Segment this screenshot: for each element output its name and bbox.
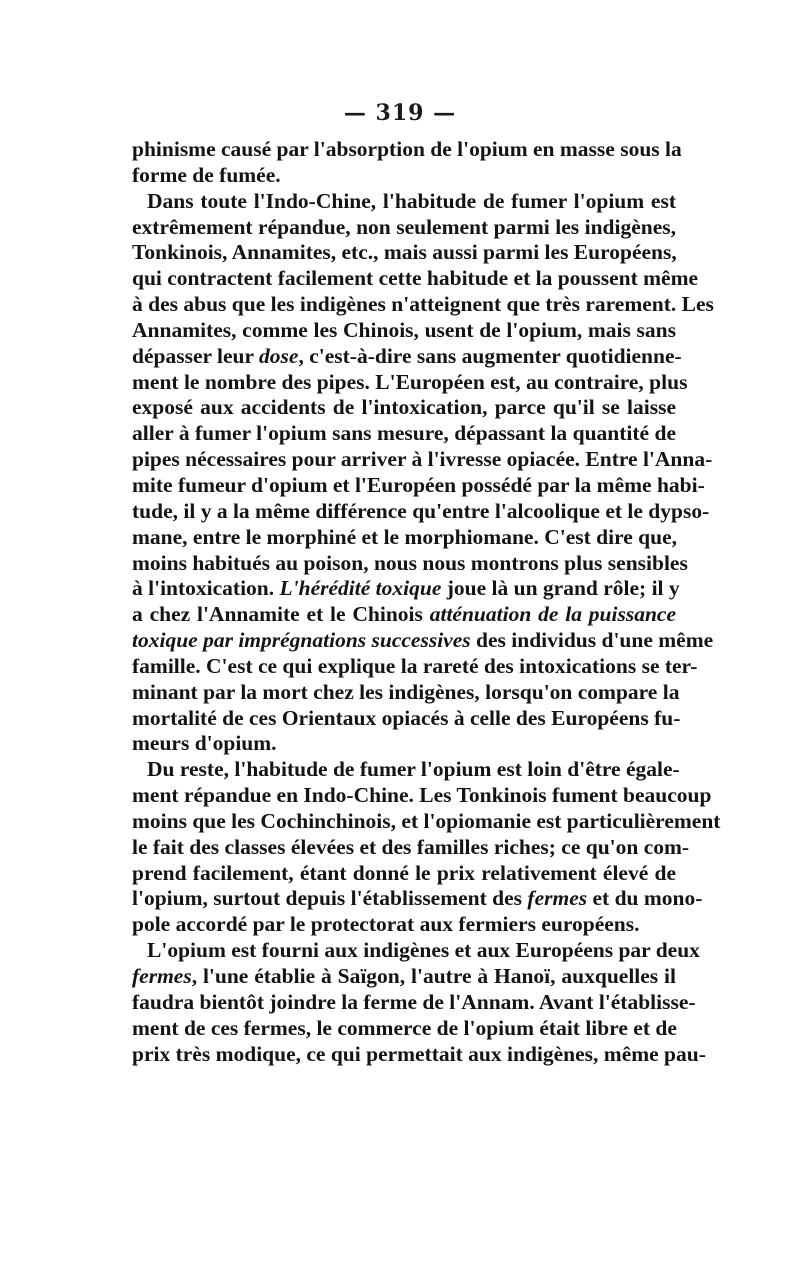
- text-line: [132, 653, 698, 680]
- text-line: [132, 757, 680, 783]
- text-segment: famille. C'est ce qui explique la rareté des intoxications se ter-: [132, 653, 698, 678]
- text-line: [132, 964, 676, 990]
- text-line: [132, 137, 682, 163]
- text-segment: qui contractent facilement cette habitude et la poussent même: [132, 266, 699, 291]
- italic-text: fermes: [132, 964, 192, 988]
- text-line: [132, 938, 700, 964]
- text-line: [132, 628, 714, 654]
- text-segment: Dans toute l'Indo-Chine, l'habitude de fumer l'opium est: [147, 188, 676, 213]
- text-line: [132, 498, 710, 525]
- text-segment: prix très modique, ce qui permettait aux indigènes, même pau-: [132, 1041, 706, 1066]
- text-segment: moins que les Cochinchinois, et l'opiomanie est particulièrement: [132, 808, 721, 833]
- text-segment: Du reste, l'habitude de fumer l'opium est loin d'être égale-: [147, 757, 680, 782]
- italic-text: fermes: [527, 886, 588, 911]
- italic-text: atténuation de la puissance: [429, 602, 676, 627]
- text-segment: moins habitués au poison, nous nous montrons plus sensibles: [132, 550, 688, 575]
- text-segment: et du mono-: [587, 886, 703, 911]
- text-line: [132, 240, 676, 266]
- text-line: [132, 912, 676, 938]
- text-line: [132, 369, 688, 396]
- text-line: [132, 989, 696, 1016]
- text-segment: tude, il y a la même différence qu'entre l'alcoolique et le dypso-: [132, 498, 710, 523]
- text-line: [132, 472, 705, 499]
- text-line: [132, 679, 680, 706]
- text-segment: forme de fumée.: [132, 162, 281, 187]
- text-segment: l'opium, surtout depuis l'établissement des: [132, 886, 528, 911]
- italic-text: L'hérédité toxique: [279, 576, 442, 601]
- text-line: [132, 395, 676, 421]
- text-segment: des individus d'une même: [470, 628, 714, 653]
- text-line: [132, 861, 676, 887]
- text-segment: , c'est-à-dire sans augmenter quotidienne-: [298, 343, 682, 368]
- text-line: [132, 421, 676, 447]
- text-segment: Annamites, comme les Chinois, usent de l'opium, mais sans: [132, 317, 676, 342]
- text-line: [132, 215, 676, 241]
- text-line: [132, 783, 712, 809]
- text-segment: a chez l'Annamite et le Chinois: [132, 602, 430, 627]
- text-line: [132, 1016, 676, 1042]
- text-segment: pipes nécessaires pour arriver à l'ivresse opiacée. Entre l'Anna-: [132, 447, 713, 472]
- text-segment: exposé aux accidents de l'intoxication, parce qu'il se laisse: [132, 395, 676, 420]
- text-line: [132, 266, 699, 292]
- text-line: [132, 525, 676, 551]
- text-segment: mite fumeur d'opium et l'Européen possédé par la même habi-: [132, 472, 705, 497]
- text-segment: L'opium est fourni aux indigènes et aux Européens par deux: [147, 938, 700, 963]
- text-line: [132, 343, 682, 370]
- text-line: [132, 292, 714, 318]
- page-number: — 319 —: [343, 100, 457, 126]
- text-segment: ment répandue en Indo-Chine. Les Tonkinois fument beaucoup: [132, 783, 712, 808]
- text-line: [132, 189, 676, 215]
- text-segment: prend facilement, étant donné le prix relativement élevé de: [132, 860, 676, 885]
- text-line: [132, 1041, 706, 1068]
- text-segment: à l'intoxication.: [132, 576, 280, 601]
- text-line: [132, 602, 676, 628]
- text-line: [132, 163, 676, 189]
- text-segment: dépasser leur: [132, 343, 260, 368]
- text-line: [132, 834, 690, 861]
- text-segment: extrêmement répandue, non seulement parmi les indigènes,: [132, 214, 676, 239]
- text-line: [132, 447, 713, 473]
- text-segment: faudra bientôt joindre la ferme de l'Annam. Avant l'établisse-: [132, 989, 696, 1014]
- italic-text: dose: [259, 343, 299, 368]
- text-line: [132, 731, 676, 757]
- text-line: [132, 886, 703, 912]
- text-segment: mane, entre le morphiné et le morphiomane. C'est dire que,: [132, 524, 677, 549]
- text-line: [132, 808, 721, 835]
- text-segment: joue là un grand rôle; il y: [441, 576, 680, 601]
- text-line: [132, 318, 676, 344]
- text-line: [132, 705, 681, 732]
- text-segment: à des abus que les indigènes n'atteignent que très rarement. Les: [132, 292, 714, 317]
- text-segment: minant par la mort chez les indigènes, lorsqu'on compare la: [132, 679, 680, 704]
- text-segment: aller à fumer l'opium sans mesure, dépassant la quantité de: [132, 421, 676, 446]
- text-segment: , l'une établie à Saïgon, l'autre à Hanoï, auxquelles il: [191, 964, 676, 988]
- text-segment: ment le nombre des pipes. L'Européen est, au contraire, plus: [132, 369, 688, 394]
- text-segment: pole accordé par le protectorat aux fermiers européens.: [132, 912, 640, 937]
- body-text: [132, 137, 721, 1067]
- text-segment: mortalité de ces Orientaux opiacés à celle des Européens fu-: [132, 705, 681, 730]
- text-segment: meurs d'opium.: [132, 731, 277, 756]
- text-segment: Tonkinois, Annamites, etc., mais aussi parmi les Européens,: [132, 240, 677, 265]
- text-segment: le fait des classes élevées et des familles riches; ce qu'on com-: [132, 834, 690, 859]
- text-segment: phinisme causé par l'absorption de l'opium en masse sous la: [132, 137, 682, 161]
- text-line: [132, 550, 688, 577]
- text-line: [132, 576, 680, 602]
- italic-text: toxique par imprégnations successives: [132, 628, 471, 653]
- text-segment: ment de ces fermes, le commerce de l'opium était libre et de: [132, 1015, 677, 1040]
